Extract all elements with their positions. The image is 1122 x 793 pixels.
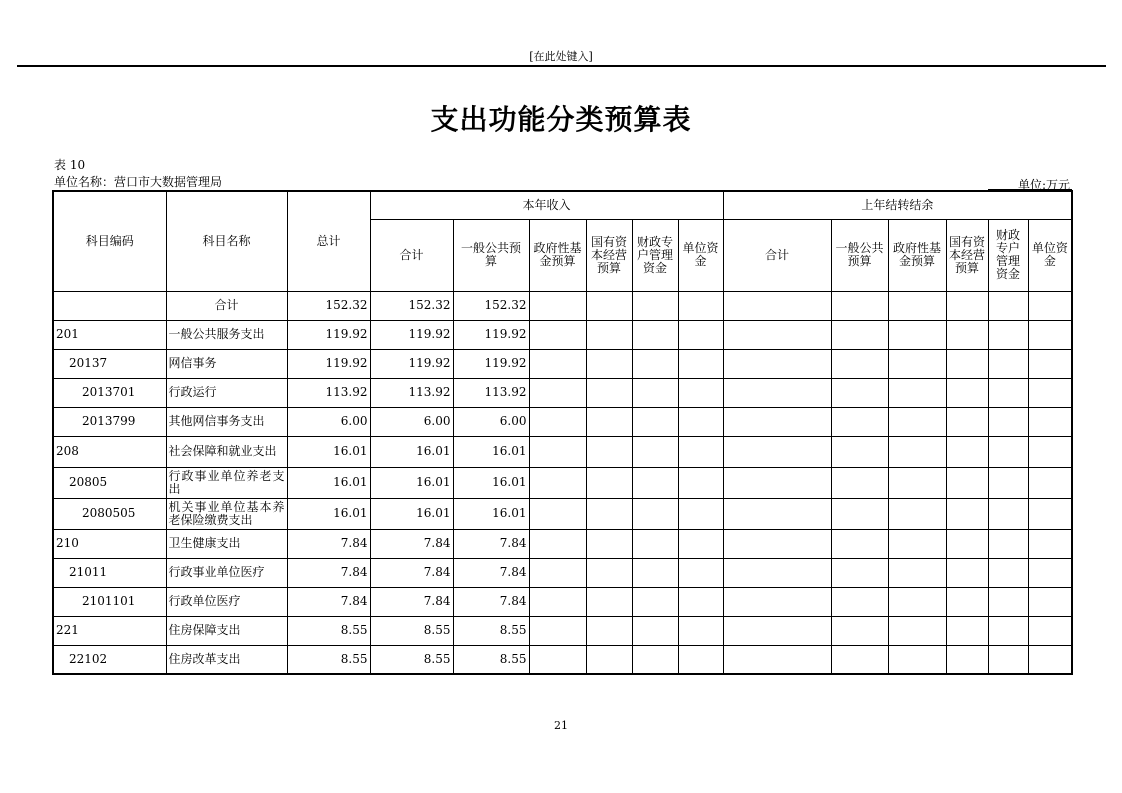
cell-name: 机关事业单位基本养老保险缴费支出 [166,498,287,529]
cell-car-general [831,645,888,674]
cell-code: 2080505 [53,498,166,529]
budget-table [52,190,1073,675]
cell-cur-general: 8.55 [453,645,529,674]
cell-cur-special [632,407,678,436]
cell-car-fund [888,349,946,378]
cell-car-total [723,645,831,674]
cell-cur-state-capital [586,436,632,467]
table-row [53,467,1072,498]
cell-code: 20805 [53,467,166,498]
cell-cur-state-capital [586,291,632,320]
cell-name: 住房改革支出 [166,645,287,674]
cell-car-special [988,616,1028,645]
cell-car-unit [1028,467,1072,498]
cell-cur-total: 16.01 [370,467,453,498]
table-row [53,291,1072,320]
cell-cur-total: 8.55 [370,645,453,674]
cell-cur-general: 119.92 [453,349,529,378]
cell-car-special [988,436,1028,467]
cell-total: 113.92 [287,378,370,407]
table-row [53,436,1072,467]
cell-car-fund [888,291,946,320]
table-row [53,320,1072,349]
header-car-special: 财政专户管理资金 [988,219,1028,291]
cell-cur-unit [678,498,723,529]
cell-cur-fund [529,498,586,529]
cell-car-fund [888,467,946,498]
cell-cur-fund [529,436,586,467]
cell-car-fund [888,498,946,529]
cell-name: 网信事务 [166,349,287,378]
page-number: 21 [554,719,568,732]
cell-cur-special [632,587,678,616]
cell-cur-state-capital [586,498,632,529]
cell-cur-total: 16.01 [370,436,453,467]
cell-name: 其他网信事务支出 [166,407,287,436]
cell-car-fund [888,529,946,558]
cell-total: 152.32 [287,291,370,320]
cell-name: 一般公共服务支出 [166,320,287,349]
cell-cur-total: 119.92 [370,320,453,349]
cell-name: 行政事业单位养老支出 [166,467,287,498]
cell-car-state-capital [946,320,988,349]
cell-car-special [988,645,1028,674]
header-car-total: 合计 [723,219,831,291]
table-row [53,529,1072,558]
cell-car-special [988,467,1028,498]
cell-car-special [988,407,1028,436]
header-code: 科目编码 [53,191,166,291]
cell-car-unit [1028,498,1072,529]
cell-cur-unit [678,378,723,407]
cell-car-state-capital [946,529,988,558]
cell-car-special [988,320,1028,349]
cell-cur-general: 7.84 [453,529,529,558]
cell-cur-fund [529,407,586,436]
cell-car-special [988,349,1028,378]
cell-total: 16.01 [287,467,370,498]
cell-car-total [723,407,831,436]
cell-car-fund [888,436,946,467]
cell-total: 16.01 [287,498,370,529]
cell-cur-special [632,436,678,467]
cell-car-special [988,498,1028,529]
cell-cur-state-capital [586,529,632,558]
cell-car-total [723,378,831,407]
table-row [53,558,1072,587]
cell-name: 行政运行 [166,378,287,407]
page-header: [在此处键入] [529,50,593,63]
cell-code: 210 [53,529,166,558]
cell-car-general [831,616,888,645]
cell-car-state-capital [946,291,988,320]
cell-car-general [831,467,888,498]
cell-cur-fund [529,349,586,378]
page-title: 支出功能分类预算表 [430,103,692,136]
header-divider [17,65,1106,67]
cell-car-general [831,291,888,320]
header-cur-fund: 政府性基金预算 [529,219,586,291]
cell-car-total [723,291,831,320]
cell-cur-total: 8.55 [370,616,453,645]
table-row [53,616,1072,645]
cell-cur-fund [529,587,586,616]
cell-car-fund [888,616,946,645]
header-name: 科目名称 [166,191,287,291]
cell-car-unit [1028,645,1072,674]
cell-code [53,291,166,320]
cell-cur-unit [678,436,723,467]
cell-cur-total: 7.84 [370,587,453,616]
header-car-general: 一般公共预算 [831,219,888,291]
cell-cur-special [632,349,678,378]
cell-car-total [723,467,831,498]
cell-cur-general: 119.92 [453,320,529,349]
table-body [53,291,1072,674]
cell-cur-general: 152.32 [453,291,529,320]
cell-cur-state-capital [586,645,632,674]
cell-car-unit [1028,558,1072,587]
cell-car-fund [888,645,946,674]
cell-cur-unit [678,407,723,436]
cell-cur-special [632,645,678,674]
cell-cur-unit [678,529,723,558]
cell-car-special [988,587,1028,616]
cell-cur-state-capital [586,349,632,378]
cell-cur-general: 16.01 [453,498,529,529]
cell-code: 2013799 [53,407,166,436]
cell-car-total [723,529,831,558]
cell-car-unit [1028,616,1072,645]
cell-cur-total: 7.84 [370,558,453,587]
unit-name: 单位名称：营口市大数据管理局 [54,175,223,189]
cell-cur-general: 7.84 [453,558,529,587]
cell-total: 7.84 [287,529,370,558]
cell-cur-unit [678,645,723,674]
header-cur-general: 一般公共预算 [453,219,529,291]
cell-cur-total: 6.00 [370,407,453,436]
cell-cur-special [632,320,678,349]
cell-total: 7.84 [287,558,370,587]
cell-car-state-capital [946,467,988,498]
cell-car-total [723,349,831,378]
cell-code: 208 [53,436,166,467]
cell-car-general [831,407,888,436]
cell-car-special [988,291,1028,320]
cell-name: 社会保障和就业支出 [166,436,287,467]
cell-cur-unit [678,558,723,587]
cell-car-unit [1028,349,1072,378]
cell-car-unit [1028,291,1072,320]
cell-cur-total: 7.84 [370,529,453,558]
cell-cur-total: 119.92 [370,349,453,378]
cell-cur-general: 16.01 [453,467,529,498]
header-cur-unit: 单位资金 [678,219,723,291]
cell-total: 6.00 [287,407,370,436]
cell-cur-state-capital [586,407,632,436]
cell-cur-unit [678,467,723,498]
cell-total: 16.01 [287,436,370,467]
cell-car-general [831,378,888,407]
table-row [53,645,1072,674]
cell-car-state-capital [946,349,988,378]
cell-car-total [723,436,831,467]
cell-total: 119.92 [287,349,370,378]
table-row [53,349,1072,378]
cell-code: 201 [53,320,166,349]
cell-car-unit [1028,407,1072,436]
cell-car-general [831,436,888,467]
cell-cur-special [632,378,678,407]
header-car-unit: 单位资金 [1028,219,1072,291]
cell-code: 21011 [53,558,166,587]
table-row [53,498,1072,529]
cell-name: 住房保障支出 [166,616,287,645]
cell-cur-state-capital [586,320,632,349]
cell-cur-total: 152.32 [370,291,453,320]
cell-total: 8.55 [287,616,370,645]
cell-car-general [831,558,888,587]
cell-cur-general: 7.84 [453,587,529,616]
header-current-year: 本年收入 [370,191,723,219]
cell-cur-fund [529,320,586,349]
cell-cur-unit [678,616,723,645]
cell-car-fund [888,320,946,349]
cell-car-fund [888,407,946,436]
cell-cur-special [632,529,678,558]
cell-car-special [988,558,1028,587]
cell-car-general [831,320,888,349]
cell-name: 合计 [166,291,287,320]
cell-car-unit [1028,529,1072,558]
cell-cur-total: 16.01 [370,498,453,529]
cell-cur-special [632,498,678,529]
cell-cur-fund [529,529,586,558]
cell-cur-state-capital [586,616,632,645]
cell-car-general [831,349,888,378]
cell-car-state-capital [946,587,988,616]
cell-code: 20137 [53,349,166,378]
cell-name: 行政单位医疗 [166,587,287,616]
cell-car-total [723,320,831,349]
cell-cur-state-capital [586,467,632,498]
cell-car-state-capital [946,558,988,587]
cell-cur-unit [678,320,723,349]
cell-car-total [723,616,831,645]
cell-cur-fund [529,616,586,645]
cell-cur-unit [678,587,723,616]
cell-code: 2013701 [53,378,166,407]
cell-cur-fund [529,378,586,407]
cell-car-total [723,498,831,529]
table-row [53,378,1072,407]
cell-total: 8.55 [287,645,370,674]
cell-car-state-capital [946,645,988,674]
cell-car-unit [1028,436,1072,467]
cell-car-unit [1028,378,1072,407]
cell-car-special [988,529,1028,558]
unit-label: 单位:万元 [1017,178,1070,192]
cell-cur-state-capital [586,378,632,407]
cell-code: 22102 [53,645,166,674]
cell-car-fund [888,558,946,587]
cell-cur-fund [529,558,586,587]
cell-cur-general: 8.55 [453,616,529,645]
cell-code: 2101101 [53,587,166,616]
header-car-fund: 政府性基金预算 [888,219,946,291]
cell-cur-fund [529,291,586,320]
cell-car-fund [888,587,946,616]
cell-cur-state-capital [586,587,632,616]
cell-cur-unit [678,349,723,378]
header-carryover: 上年结转结余 [723,191,1072,219]
header-car-state-capital: 国有资本经营预算 [946,219,988,291]
header-cur-state-capital: 国有资本经营预算 [586,219,632,291]
cell-total: 7.84 [287,587,370,616]
cell-car-unit [1028,587,1072,616]
cell-cur-special [632,558,678,587]
cell-cur-state-capital [586,558,632,587]
cell-cur-general: 16.01 [453,436,529,467]
header-cur-total: 合计 [370,219,453,291]
cell-car-fund [888,378,946,407]
cell-cur-fund [529,467,586,498]
cell-cur-general: 6.00 [453,407,529,436]
table-row [53,587,1072,616]
cell-car-general [831,498,888,529]
cell-car-state-capital [946,616,988,645]
cell-car-special [988,378,1028,407]
cell-car-general [831,587,888,616]
cell-cur-special [632,291,678,320]
cell-code: 221 [53,616,166,645]
cell-car-general [831,529,888,558]
table-row [53,407,1072,436]
cell-cur-general: 113.92 [453,378,529,407]
cell-car-state-capital [946,436,988,467]
cell-car-total [723,587,831,616]
cell-name: 卫生健康支出 [166,529,287,558]
cell-car-state-capital [946,498,988,529]
cell-car-state-capital [946,407,988,436]
cell-cur-unit [678,291,723,320]
cell-car-state-capital [946,378,988,407]
cell-car-total [723,558,831,587]
cell-cur-special [632,616,678,645]
cell-cur-fund [529,645,586,674]
header-total: 总计 [287,191,370,291]
header-cur-special: 财政专户管理资金 [632,219,678,291]
cell-total: 119.92 [287,320,370,349]
cell-cur-special [632,467,678,498]
cell-name: 行政事业单位医疗 [166,558,287,587]
cell-cur-total: 113.92 [370,378,453,407]
cell-car-unit [1028,320,1072,349]
table-number: 表 10 [54,158,86,172]
